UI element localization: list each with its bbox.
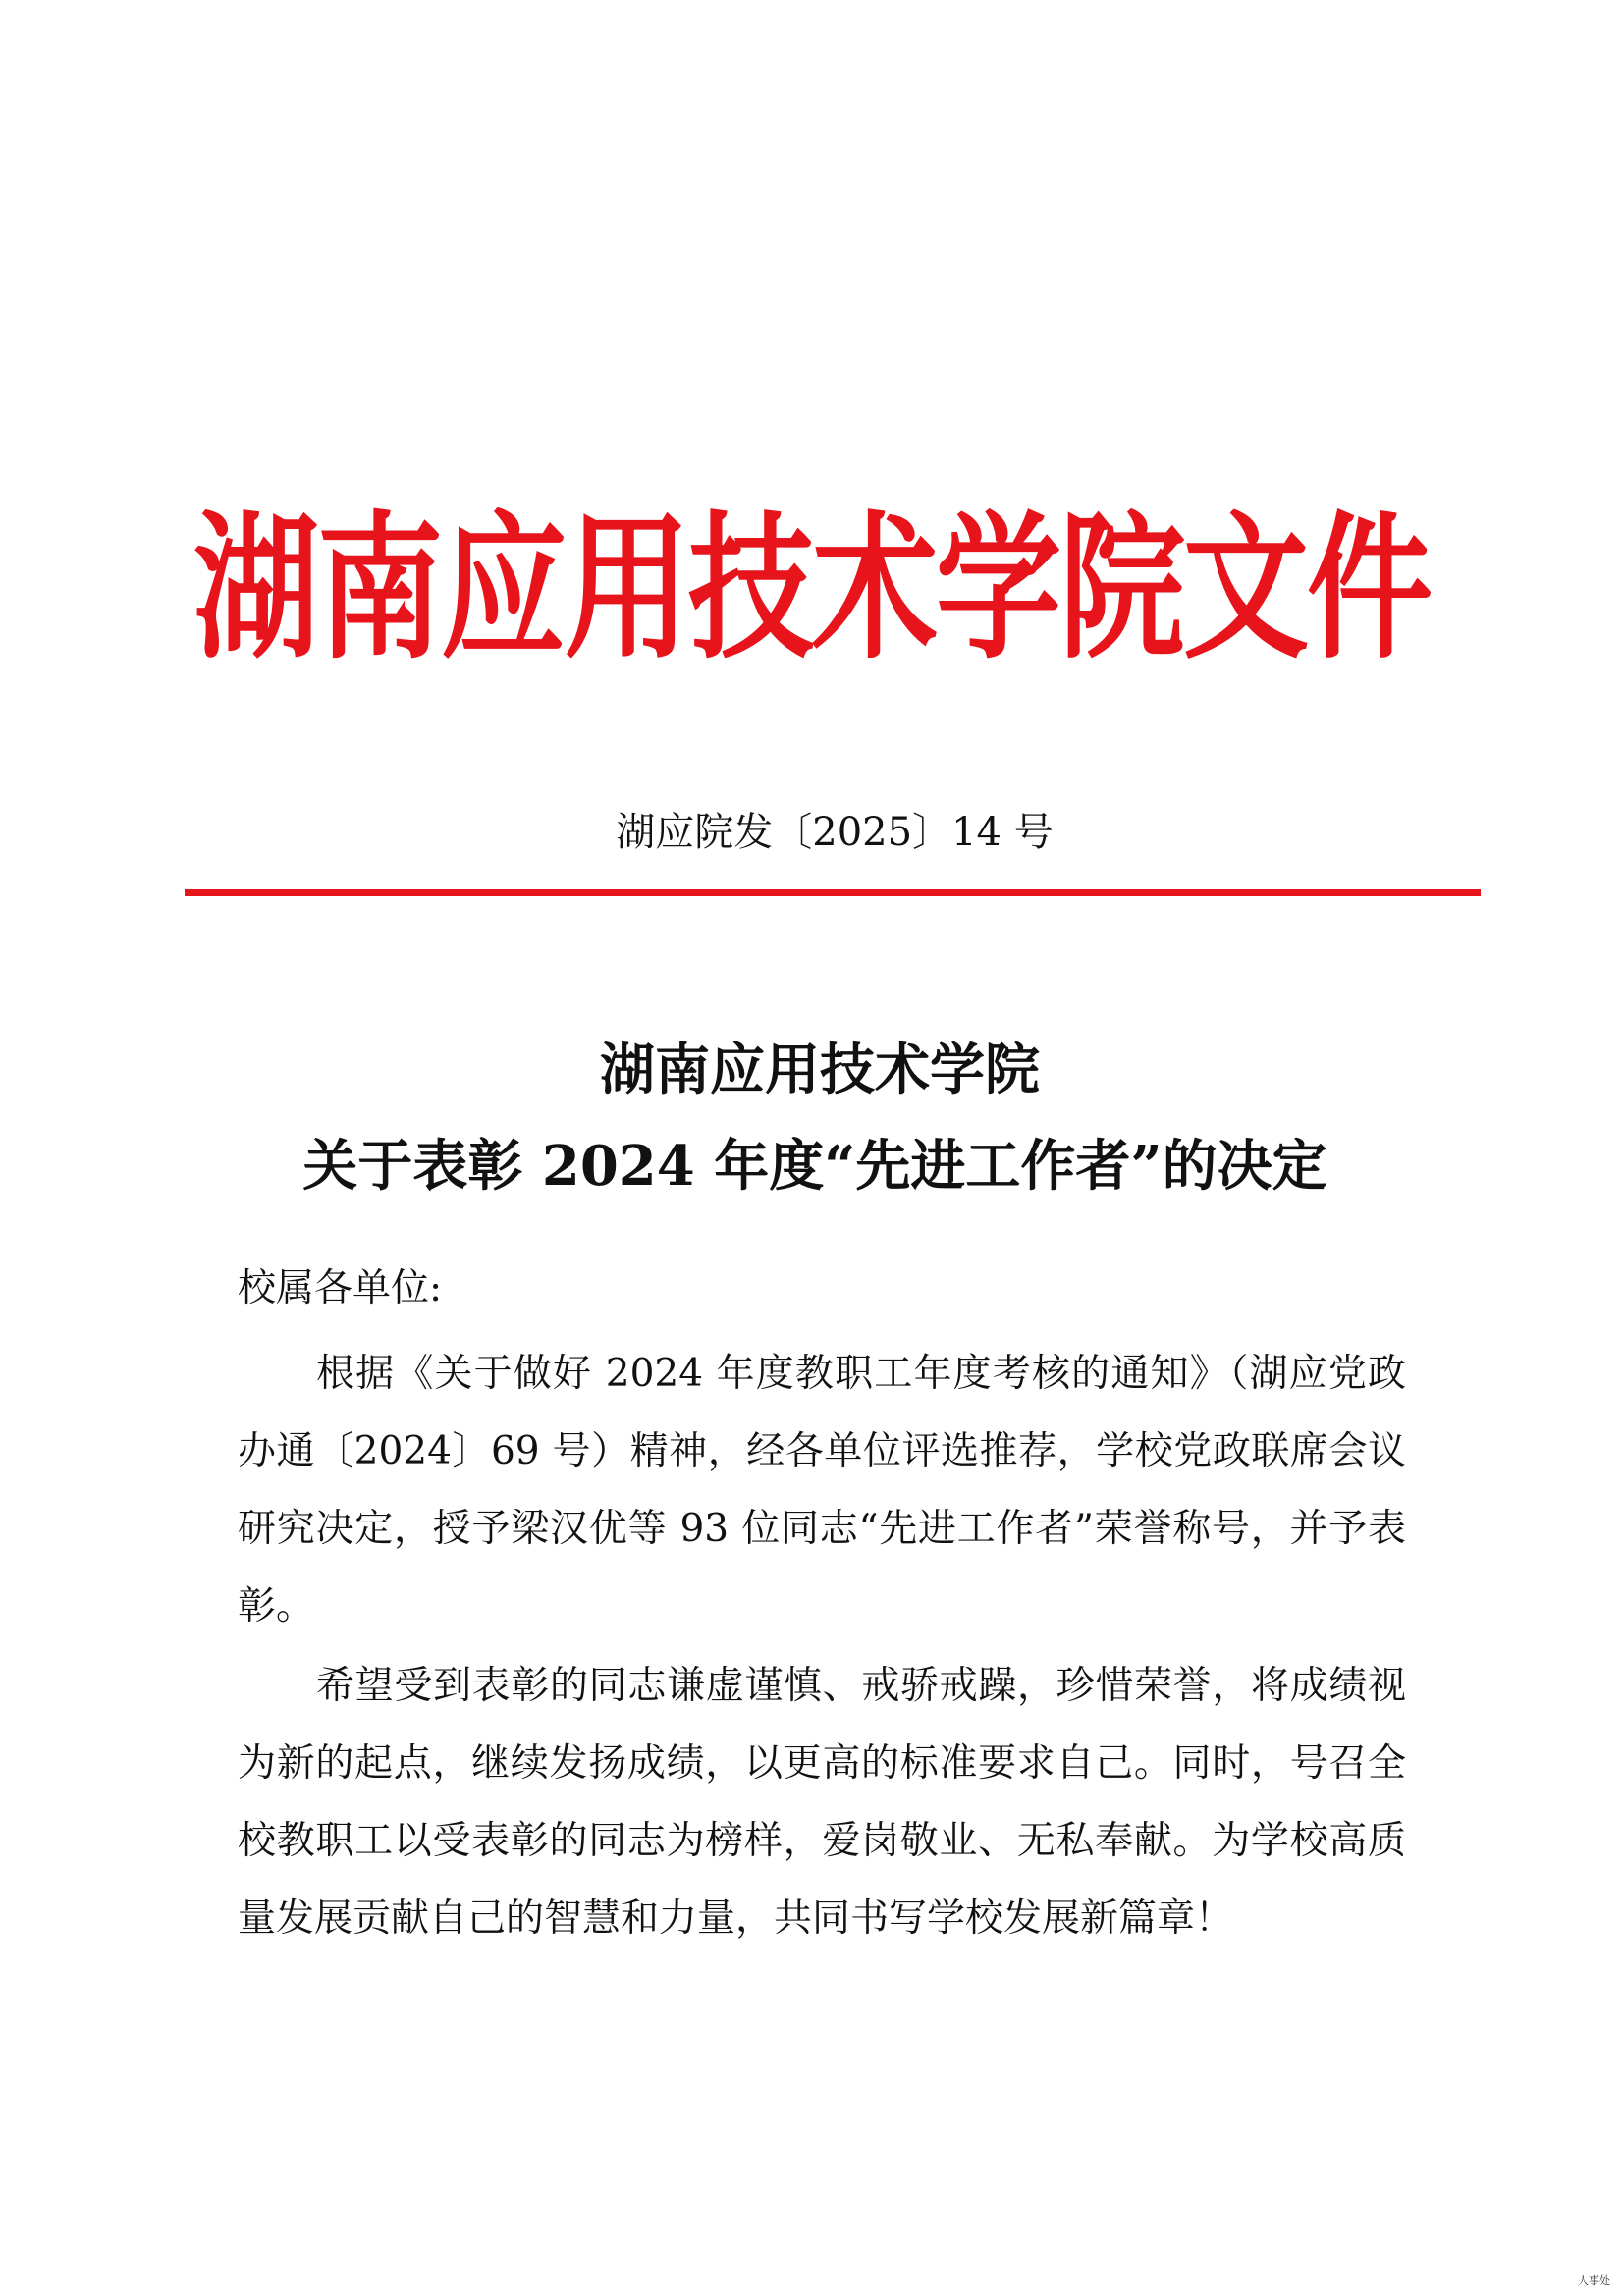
document-masthead: 湖南应用技术学院文件: [192, 497, 1431, 681]
footer-department-label: 人事处: [1578, 2274, 1610, 2287]
body-paragraph: 根据《关于做好 2024 年度教职工年度考核的通知》（湖应党政办通〔2024〕69 号）精神，经各单位评选推荐，学校党政联席会议研究决定，授予梁汉优等 93 位同志“先进工作者”荣誉称号，并予表彰。: [238, 1352, 1406, 1629]
document-title-line-2: 关于表彰 2024 年度“先进工作者”的决定: [302, 1134, 1327, 1199]
red-separator-line: [185, 889, 1481, 896]
document-number: 湖应院发〔2025〕14 号: [616, 810, 1054, 855]
salutation: 校属各单位:: [238, 1266, 443, 1310]
body-paragraph: 希望受到表彰的同志谦虚谨慎、戒骄戒躁，珍惜荣誉，将成绩视为新的起点，继续发扬成绩，以更高的标准要求自己。同时，号召全校教职工以受表彰的同志为榜样，爱岗敬业、无私奉献。为学校高质量发展贡献自己的智慧和力量，共同书写学校发展新篇章！: [238, 1664, 1406, 1941]
document-title-line-1: 湖南应用技术学院: [600, 1038, 1040, 1102]
